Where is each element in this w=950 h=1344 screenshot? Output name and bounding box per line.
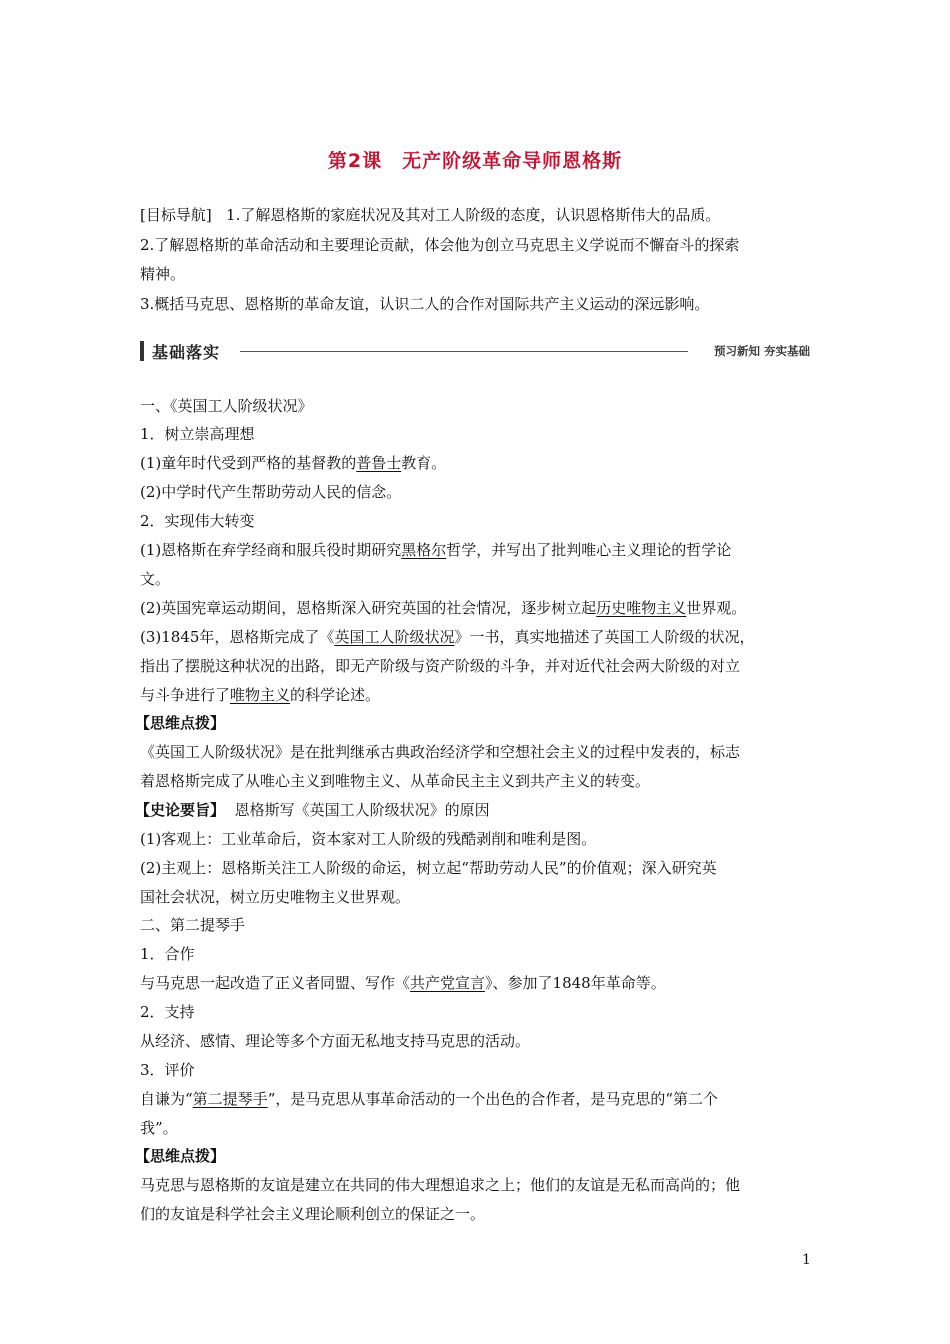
part1-sub1: 1．树立崇高理想 xyxy=(140,425,255,443)
page-number: 1 xyxy=(802,1252,811,1268)
fill-answer: 唯物主义 xyxy=(230,686,291,704)
section-bar-rule xyxy=(240,351,688,352)
part1-p5: (3)1845年，恩格斯完成了《英国工人阶级状况》一书，真实地描述了英国工人阶级的状况， xyxy=(140,628,755,646)
hist-1: (1)客观上：工业革命后，资本家对工人阶级的残酷剥削和唯利是图。 xyxy=(140,830,597,848)
part1-p3-cont: 文。 xyxy=(140,570,171,588)
part2-sub3: 3．评价 xyxy=(140,1061,195,1079)
part1-heading: 一、《英国工人阶级状况》 xyxy=(140,397,313,415)
fill-answer: 共产党宣言 xyxy=(410,974,486,992)
fill-answer: 历史唯物主义 xyxy=(596,599,687,617)
part2-p3-cont: 我”。 xyxy=(140,1119,178,1137)
section-bar-label: 基础落实 xyxy=(152,343,221,362)
hist-2: (2)主观上：恩格斯关注工人阶级的命运，树立起“帮助劳动人民”的价值观；深入研究英 xyxy=(140,859,717,877)
part1-p4: (2)英国宪章运动期间，恩格斯深入研究英国的社会情况，逐步树立起历史唯物主义世界观。 xyxy=(140,599,747,617)
section-bar xyxy=(140,339,810,365)
objective-line-1: [目标导航] 1.了解恩格斯的家庭状况及其对工人阶级的态度，认识恩格斯伟大的品质。 xyxy=(140,206,721,224)
part2-sub1: 1．合作 xyxy=(140,945,195,963)
tip2-line2: 们的友谊是科学社会主义理论顺利创立的保证之一。 xyxy=(140,1205,486,1223)
part2-heading: 二、第二提琴手 xyxy=(140,916,246,934)
part2-p3: 自谦为“第二提琴手”，是马克思从事革命活动的一个出色的合作者，是马克思的“第二个 xyxy=(140,1090,719,1108)
objectives-label: [目标导航] xyxy=(140,206,212,224)
part2-p1: 与马克思一起改造了正义者同盟、写作《共产党宣言》、参加了1848年革命等。 xyxy=(140,974,666,992)
part1-p5-cont2: 与斗争进行了唯物主义的科学论述。 xyxy=(140,686,381,704)
part1-p3: (1)恩格斯在弃学经商和服兵役时期研究黑格尔哲学，并写出了批判唯心主义理论的哲学论 xyxy=(140,541,732,559)
lesson-name: 无产阶级革命导师恩格斯 xyxy=(402,150,623,172)
part2-p2: 从经济、感情、理论等多个方面无私地支持马克思的活动。 xyxy=(140,1032,531,1050)
part1-p5-cont1: 指出了摆脱这种状况的出路，即无产阶级与资产阶级的斗争，并对近代社会两大阶级的对立 xyxy=(140,657,741,675)
part1-p2: (2)中学时代产生帮助劳动人民的信念。 xyxy=(140,483,402,501)
objective-line-4: 3.概括马克思、恩格斯的革命友谊，认识二人的合作对国际共产主义运动的深远影响。 xyxy=(140,295,710,313)
objective-line-3: 精神。 xyxy=(140,265,186,283)
section-bar-mark xyxy=(140,341,144,361)
tip2-line1: 马克思与恩格斯的友谊是建立在共同的伟大理想追求之上；他们的友谊是无私而高尚的；他 xyxy=(140,1176,741,1194)
tip1-label: 【思维点拨】 xyxy=(135,714,226,732)
fill-answer: 黑格尔 xyxy=(401,541,447,559)
hist-line: 【史论要旨】 恩格斯写《英国工人阶级状况》的原因 xyxy=(135,801,490,819)
tip1-line1: 《英国工人阶级状况》是在批判继承古典政治经济学和空想社会主义的过程中发表的，标志 xyxy=(140,743,741,761)
part1-sub2: 2．实现伟大转变 xyxy=(140,512,255,530)
part2-sub2: 2．支持 xyxy=(140,1003,195,1021)
fill-answer: 普鲁士 xyxy=(356,454,402,472)
part1-p1: (1)童年时代受到严格的基督教的普鲁士教育。 xyxy=(140,454,447,472)
lesson-title xyxy=(0,146,950,173)
objective-line-2: 2.了解恩格斯的革命活动和主要理论贡献，体会他为创立马克思主义学说而不懈奋斗的探索 xyxy=(140,236,740,254)
tip1-line2: 着恩格斯完成了从唯心主义到唯物主义、从革命民主主义到共产主义的转变。 xyxy=(140,772,651,790)
fill-answer: 第二提琴手 xyxy=(192,1090,268,1108)
hist-label: 【史论要旨】 xyxy=(135,801,226,819)
hist-2-cont: 国社会状况，树立历史唯物主义世界观。 xyxy=(140,888,411,906)
section-bar-subtitle: 预习新知 夯实基础 xyxy=(713,344,810,358)
fill-answer: 英国工人阶级状况 xyxy=(334,628,455,646)
lesson-number: 第2课 xyxy=(327,150,383,172)
tip2-label: 【思维点拨】 xyxy=(135,1147,226,1165)
